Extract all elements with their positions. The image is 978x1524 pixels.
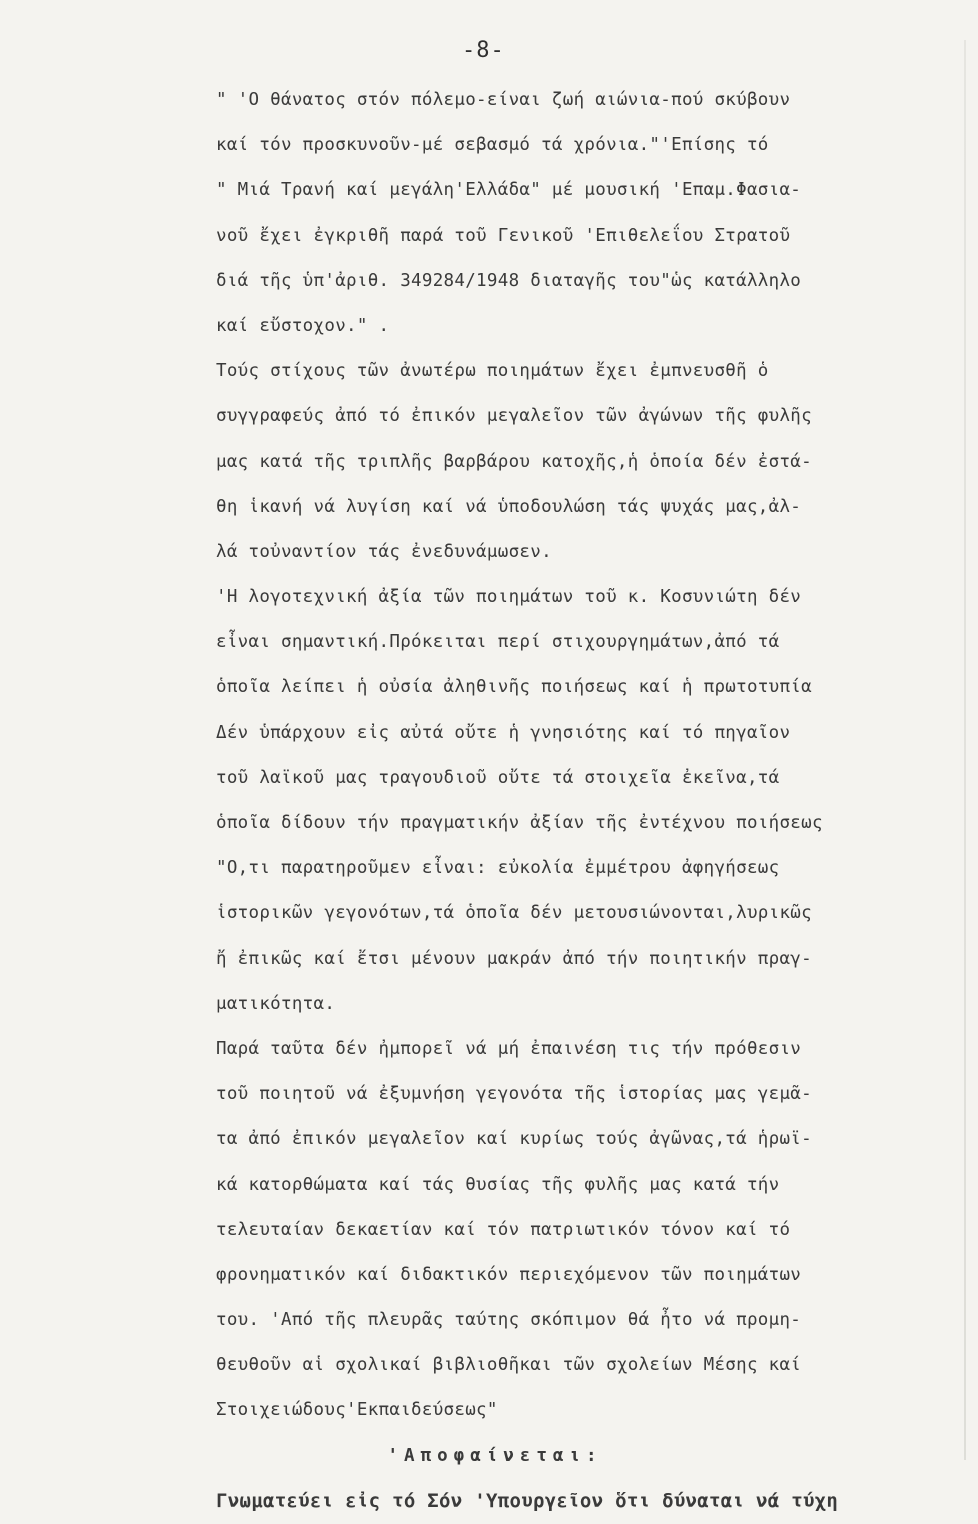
text-line: τελευταίαν δεκαετίαν καί τόν πατριωτικόν τόνον καί τό [216, 1219, 791, 1240]
text-line: φρονηματικόν καί διδακτικόν περιεχόμενον τῶν ποιημάτων [216, 1264, 802, 1285]
document-body [216, 78, 964, 1524]
page-number: -8- [462, 38, 505, 63]
text-line: θη ἱκανή νά λυγίση καί νά ὑποδουλώση τάς ψυχάς μας,ἀλ- [216, 496, 802, 517]
text-line: "Ο,τι παρατηροῦμεν εἶναι: εὐκολία ἐμμέτρου ἀφηγήσεως [216, 858, 780, 879]
text-line: ὁποῖα δίδουν τήν πραγματικήν ἀξίαν τῆς ἐντέχνου ποιήσεως [216, 813, 823, 833]
text-line: ἱστορικῶν γεγονότων,τά ὁποῖα δέν μετουσιώνονται,λυρικῶς [216, 903, 812, 924]
text-line: Παρά ταῦτα δέν ἠμπορεῖ νά μή ἐπαινέση τις τήν πρόθεσιν [216, 1038, 802, 1059]
decision-heading: 'Αποφαίνεται: [387, 1445, 603, 1466]
text-line: ματικότητα. [216, 993, 336, 1014]
text-line: κά κατορθώματα καί τάς θυσίας τῆς φυλῆς μας κατά τήν [216, 1174, 780, 1195]
page-edge-shadow [964, 40, 966, 1460]
text-line: καί εὔστοχον." . [216, 315, 390, 336]
text-line: ὁποῖα λείπει ἡ οὐσία ἀληθινῆς ποιήσεως καί ἡ πρωτοτυπία [216, 677, 812, 698]
text-line: τα ἀπό ἐπικόν μεγαλεῖον καί κυρίως τούς ἀγῶνας,τά ἡρωϊ- [216, 1129, 812, 1150]
text-line: μας κατά τῆς τριπλῆς βαρβάρου κατοχῆς,ἡ ὁποία δέν ἐστά- [216, 451, 812, 472]
text-line: Τούς στίχους τῶν ἀνωτέρω ποιημάτων ἔχει ἐμπνευσθῆ ὁ [216, 361, 769, 382]
text-line: ἤ ἐπικῶς καί ἔτσι μένουν μακράν ἀπό τήν ποιητικήν πραγ- [216, 948, 812, 969]
text-line: τοῦ λαϊκοῦ μας τραγουδιοῦ οὔτε τά στοιχεῖα ἐκεῖνα,τά [216, 767, 780, 788]
text-line: θευθοῦν αἱ σχολικαί βιβλιοθῆκαι τῶν σχολείων Μέσης καί [216, 1355, 802, 1376]
text-line: διά τῆς ὑπ'ἀριθ. 349284/1948 διαταγῆς του"ὡς κατάλληλο [216, 270, 802, 291]
text-line: 'Η λογοτεχνική ἀξία τῶν ποιημάτων τοῦ κ. Κοσυνιώτη δέν [216, 587, 802, 608]
text-line: νοῦ ἔχει ἐγκριθῆ παρά τοῦ Γενικοῦ 'Επιθελεΐου Στρατοῦ [216, 225, 791, 246]
text-line: του. 'Από τῆς πλευρᾶς ταύτης σκόπιμον θά ἦτο νά προμη- [216, 1310, 802, 1331]
final-line: Γνωματεύει εἰς τό Σόν 'Υπουργεῖον ὅτι δύναται νά τύχη [216, 1489, 839, 1512]
text-line: καί τόν προσκυνοῦν-μέ σεβασμό τά χρόνια."'Επίσης τό [216, 135, 769, 156]
text-line: λά τοὐναντίον τάς ἐνεδυνάμωσεν. [216, 541, 552, 562]
text-line: " Μιά Τρανή καί μεγάλη'Ελλάδα" μέ μουσική 'Επαμ.Φασια- [216, 180, 802, 201]
text-line: Δέν ὑπάρχουν εἰς αὐτά οὔτε ἡ γνησιότης καί τό πηγαῖον [216, 722, 791, 743]
text-line: Στοιχειώδους'Εκπαιδεύσεως" [216, 1400, 498, 1421]
text-line: " 'Ο θάνατος στόν πόλεμο-είναι ζωή αιώνια-πού σκύβουν [216, 90, 791, 110]
text-line: συγγραφεύς ἀπό τό ἐπικόν μεγαλεῖον τῶν ἀγώνων τῆς φυλῆς [216, 406, 812, 427]
text-line: εἶναι σημαντική.Πρόκειται περί στιχουργημάτων,ἀπό τά [216, 632, 780, 653]
text-line: τοῦ ποιητοῦ νά ἐξυμνήση γεγονότα τῆς ἱστορίας μας γεμᾶ- [216, 1084, 812, 1105]
